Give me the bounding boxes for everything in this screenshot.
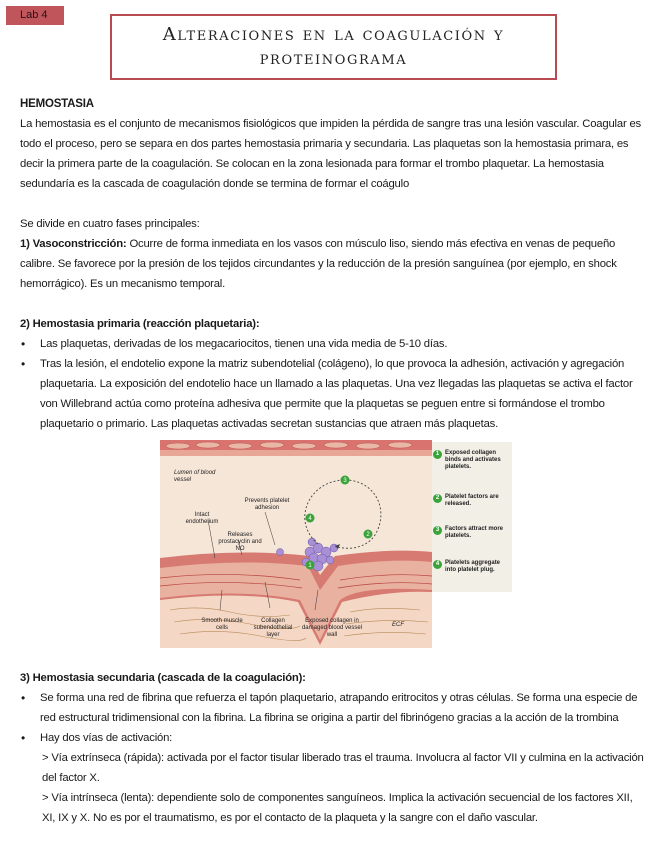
- svg-text:4: 4: [308, 516, 312, 522]
- legend-text: Exposed collagen binds and activates platelets.: [445, 450, 501, 470]
- heading-secundaria: 3) Hemostasia secundaria (cascada de la coagulación):: [20, 672, 306, 684]
- label-ecf: ECF: [392, 622, 404, 628]
- title-line-1: Alteraciones en la coagulación y: [162, 24, 505, 45]
- svg-text:2: 2: [366, 532, 370, 538]
- list-item: • Se forma una red de fibrina que refuerza el tapón plaquetario, atrapando eritrocitos y otras células. Se forma una especie de red estructural tridimensional con la fibrina. La fibrina se origina a partir del fibrinógeno gracias a la acción de la trombina: [20, 688, 646, 728]
- figure-legend: [432, 442, 512, 592]
- step-badge: 2: [433, 494, 442, 503]
- primaria-list: [20, 334, 646, 434]
- list-item: • Tras la lesión, el endotelio expone la matriz subendotelial (colágeno), lo que provoca la adhesión, activación y agregación plaquetaria. La exposición del endotelio hace un llamado a las plaquetas. Una vez llegadas las plaquetas se activa el factor von Willebrand actúa como proteína adhesiva que permite que la plaquetas se peguen entre si formándose el trombo plaquetario o primario. Las plaquetas activadas secretan sustancias que atraen más plaquetas.: [20, 354, 646, 434]
- title-line-2: proteinograma: [259, 48, 408, 69]
- step-badge: 4: [433, 560, 442, 569]
- vias-intro: Hay dos vías de activación:: [40, 732, 173, 744]
- paragraph-intro: La hemostasia es el conjunto de mecanismos fisiológicos que impiden la pérdida de sangre tras una lesión vascular. Coagular es todo el proceso, pero se separa en dos partes hemostasia primaria y secundaria. Las plaquetas son la hemostasia primara, es decir la primera parte de la coagulación. Se colocan en la zona lesionada para formar el trombo plaquetar. La hemostasia sedundaría es la cascada de coagulación donde se termina de formar el coágulo: [20, 118, 641, 190]
- paragraph-vasoconstriccion: [20, 234, 646, 294]
- label-releases: Releases prostacyclin and NO: [218, 532, 262, 552]
- secundaria-list: [20, 688, 646, 748]
- phase1-title: 1) Vasoconstricción:: [20, 238, 127, 250]
- step-badge: 1: [433, 450, 442, 459]
- phase1-text: Ocurre de forma inmediata en los vasos con músculo liso, siendo más efectiva en venas de pequeño calibre. Se favorece por la presión de los tejidos circundantes y la reducción de la presión sanguínea (por ejemplo, en shock hemorrágico). Es un mecanismo temporal.: [20, 238, 617, 290]
- label-lumen: Lumen of blood vessel: [174, 470, 216, 483]
- svg-text:1: 1: [308, 563, 312, 569]
- lab-badge: Lab 4: [6, 6, 64, 25]
- via-extrinseca: > Vía extrínseca (rápida): activada por el factor tisular liberado tras el trauma. Involucra al factor VII y culmina en la activación del factor X.: [42, 752, 644, 784]
- label-intact: Intact endothelium: [185, 512, 219, 525]
- heading-primaria: 2) Hemostasia primaria (reacción plaquetaria):: [20, 318, 260, 330]
- label-smooth: Smooth muscle cells: [201, 618, 243, 631]
- label-exposed: Exposed collagen in damaged blood vessel wall: [301, 618, 363, 638]
- page-title: [110, 14, 557, 80]
- via-intrinseca: > Vía intrínseca (lenta): dependiente solo de componentes sanguíneos. Implica la activación secuencial de los factores XII, XI, IX y X. No es por el traumatismo, es por el contacto de la plaqueta y la sangre con el daño vascular.: [42, 792, 633, 824]
- list-item: [20, 728, 646, 748]
- svg-text:3: 3: [343, 478, 347, 484]
- heading-hemostasia: HEMOSTASIA: [20, 98, 94, 110]
- paragraph-phases-intro: Se divide en cuatro fases principales:: [20, 218, 200, 230]
- legend-text: Platelets aggregate into platelet plug.: [445, 560, 501, 573]
- label-prevents: Prevents platelet adhesion: [244, 498, 290, 511]
- legend-text: Factors attract more platelets.: [445, 526, 504, 539]
- list-item: • Las plaquetas, derivadas de los megacariocitos, tienen una vida media de 5-10 días.: [20, 334, 646, 354]
- legend-text: Platelet factors are released.: [445, 494, 499, 507]
- hemostasis-figure: [160, 440, 512, 648]
- label-collagen-layer: Collagen subendothelial layer: [253, 618, 293, 638]
- step-badge: 3: [433, 526, 442, 535]
- document-body: [20, 94, 646, 828]
